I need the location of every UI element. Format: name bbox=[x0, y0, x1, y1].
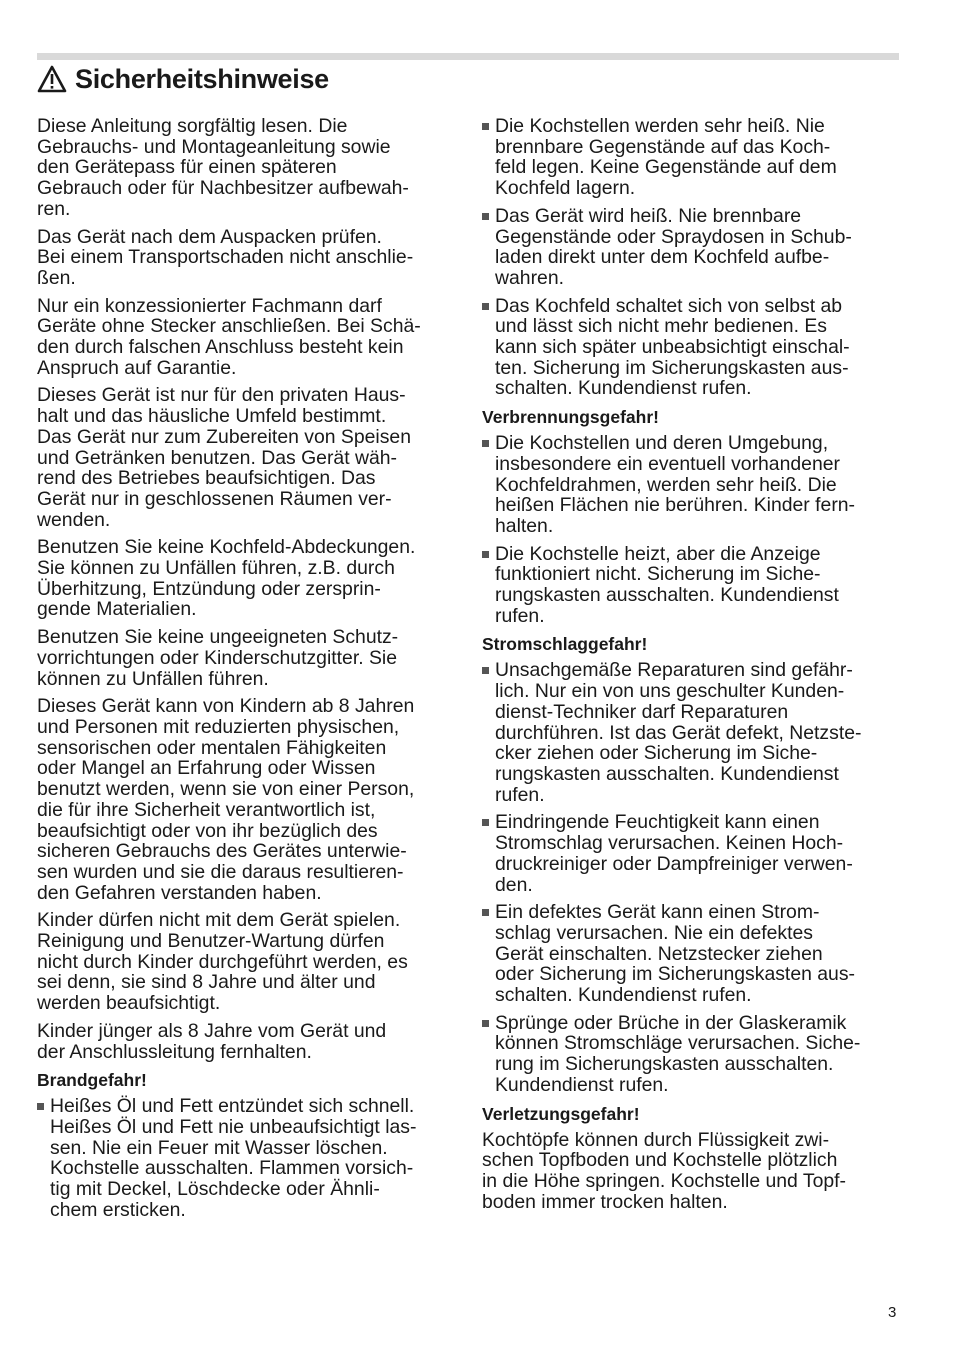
right-column bbox=[482, 116, 902, 1219]
paragraph-guards: Benutzen Sie keine ungeeigneten Schutz- vorrichtungen oder Kinderschutzgitter. Sie können zu Unfällen führen. bbox=[37, 626, 399, 690]
page-title bbox=[37, 62, 329, 96]
heading-shock-hazard: Stromschlaggefahr! bbox=[482, 634, 648, 655]
paragraph-children-persons: Dieses Gerät kann von Kindern ab 8 Jahren und Personen mit reduzierten physischen, sensorischen oder mentalen Fähigkeiten oder Mangel an Erfahrung oder Wissen benutzt werden, wenn sie von einer Person, die für ihre Sicherheit verantwortlich ist, beaufsichtigt oder von ihr bezüglich des sicheren Gebrauchs des Gerätes unterwie- sen wurden und sie die daraus resultieren- den Gefahren verstanden haben. bbox=[37, 695, 415, 904]
paragraph-intended-use: Dieses Gerät ist nur für den privaten Haus- halt und das häusliche Umfeld bestimmt. Das Gerät nur zum Zubereiten von Speisen und Getränken benutzen. Das Gerät wäh- rend des Betriebes beaufsichtigen. Das Gerät nur in geschlossenen Räumen ver- wenden. bbox=[37, 384, 411, 531]
list-item: Die Kochstelle heizt, aber die Anzeige funktioniert nicht. Sicherung im Siche- rungskasten ausschalten. Kundendienst rufen. bbox=[482, 544, 902, 627]
list-item: Unsachgemäße Reparaturen sind gefähr- lich. Nur ein von uns geschulter Kunden- dienst-Techniker darf Reparaturen durchführen. Ist das Gerät defekt, Netzste- cker ziehen oder Sicherung im Siche- rungskasten ausschalten. Kundendienst rufen. bbox=[482, 660, 902, 805]
paragraph-installation: Nur ein konzessionierter Fachmann darf Geräte ohne Stecker anschließen. Bei Schä- den durch falschen Anschluss besteht kein Anspruch auf Garantie. bbox=[37, 294, 421, 379]
paragraph-children-keep-away: Kinder jünger als 8 Jahre vom Gerät und der Anschlussleitung fernhalten. bbox=[37, 1019, 387, 1063]
list-item: Die Kochstellen werden sehr heiß. Nie brennbare Gegenstände auf das Koch- feld legen. Keine Gegenstände auf dem Kochfeld lagern. bbox=[482, 116, 902, 199]
paragraph-hob-covers: Benutzen Sie keine Kochfeld-Abdeckungen. Sie können zu Unfällen führen, z.B. durch Überhitzung, Entzündung oder zersprin- gende Materialien. bbox=[37, 536, 416, 621]
shock-hazard-list bbox=[482, 660, 902, 1095]
page-title-text: Sicherheitshinweise bbox=[75, 64, 329, 94]
heading-injury-hazard: Verletzungsgefahr! bbox=[482, 1103, 640, 1124]
warning-triangle-icon bbox=[37, 65, 67, 93]
list-item: Das Kochfeld schaltet sich von selbst ab und lässt sich nicht mehr bedienen. Es kann sich später unbeabsichtigt einschal- ten. Sicherung im Sicherungskasten aus- schalten. Kundendienst rufen. bbox=[482, 296, 902, 400]
list-item: Sprünge oder Brüche in der Glaskeramik können Stromschläge verursachen. Siche- rung im Sicherungskasten ausschalten. Kundendienst rufen. bbox=[482, 1013, 902, 1096]
paragraph-check-device: Das Gerät nach dem Auspacken prüfen. Bei einem Transportschaden nicht anschlie- ßen. bbox=[37, 225, 414, 289]
paragraph-children-play: Kinder dürfen nicht mit dem Gerät spielen. Reinigung und Benutzer-Wartung dürfen nicht durch Kinder durchgeführt werden, es sei denn, sie sind 8 Jahre und älter und werden beaufsichtigt. bbox=[37, 909, 408, 1015]
list-item: Die Kochstellen und deren Umgebung, insbesondere ein eventuell vorhandener Kochfeldrahmen, werden sehr heiß. Die heißen Flächen nie berühren. Kinder fern- halten. bbox=[482, 433, 902, 537]
paragraph-injury: Kochtöpfe können durch Flüssigkeit zwi- schen Topfboden und Kochstelle plötzlich in die Höhe springen. Kochstelle und Topf- boden immer trocken halten. bbox=[482, 1128, 846, 1213]
fire-hazard-list bbox=[37, 1096, 457, 1220]
paragraph-read-manual: Diese Anleitung sorgfältig lesen. Die Gebrauchs- und Montageanleitung sowie den Gerätepass für einen späteren Gebrauch oder für Nachbesitzer aufbewah- ren. bbox=[37, 115, 409, 220]
left-column bbox=[37, 116, 457, 1227]
list-item: Heißes Öl und Fett entzündet sich schnell. Heißes Öl und Fett nie unbeaufsichtigt las- sen. Nie ein Feuer mit Wasser löschen. Kochstelle ausschalten. Flammen vorsich- tig mit Deckel, Löschdecke oder Ähnli- chem ersticken. bbox=[37, 1096, 457, 1220]
heading-fire-hazard: Brandgefahr! bbox=[37, 1070, 147, 1091]
list-item: Ein defektes Gerät kann einen Strom- schlag verursachen. Nie ein defektes Gerät einschalten. Netzstecker ziehen oder Sicherung im Sicherungskasten aus- schalten. Kundendienst rufen. bbox=[482, 902, 902, 1006]
list-item: Eindringende Feuchtigkeit kann einen Stromschlag verursachen. Keinen Hoch- druckreiniger oder Dampfreiniger verwen- den. bbox=[482, 812, 902, 895]
list-item: Das Gerät wird heiß. Nie brennbare Gegenstände oder Spraydosen in Schub- laden direkt unter dem Kochfeld aufbe- wahren. bbox=[482, 206, 902, 289]
page-number: 3 bbox=[888, 1304, 897, 1321]
hot-surfaces-list bbox=[482, 116, 902, 399]
header-rule bbox=[37, 53, 899, 60]
burn-hazard-list bbox=[482, 433, 902, 626]
heading-burn-hazard: Verbrennungsgefahr! bbox=[482, 407, 659, 428]
